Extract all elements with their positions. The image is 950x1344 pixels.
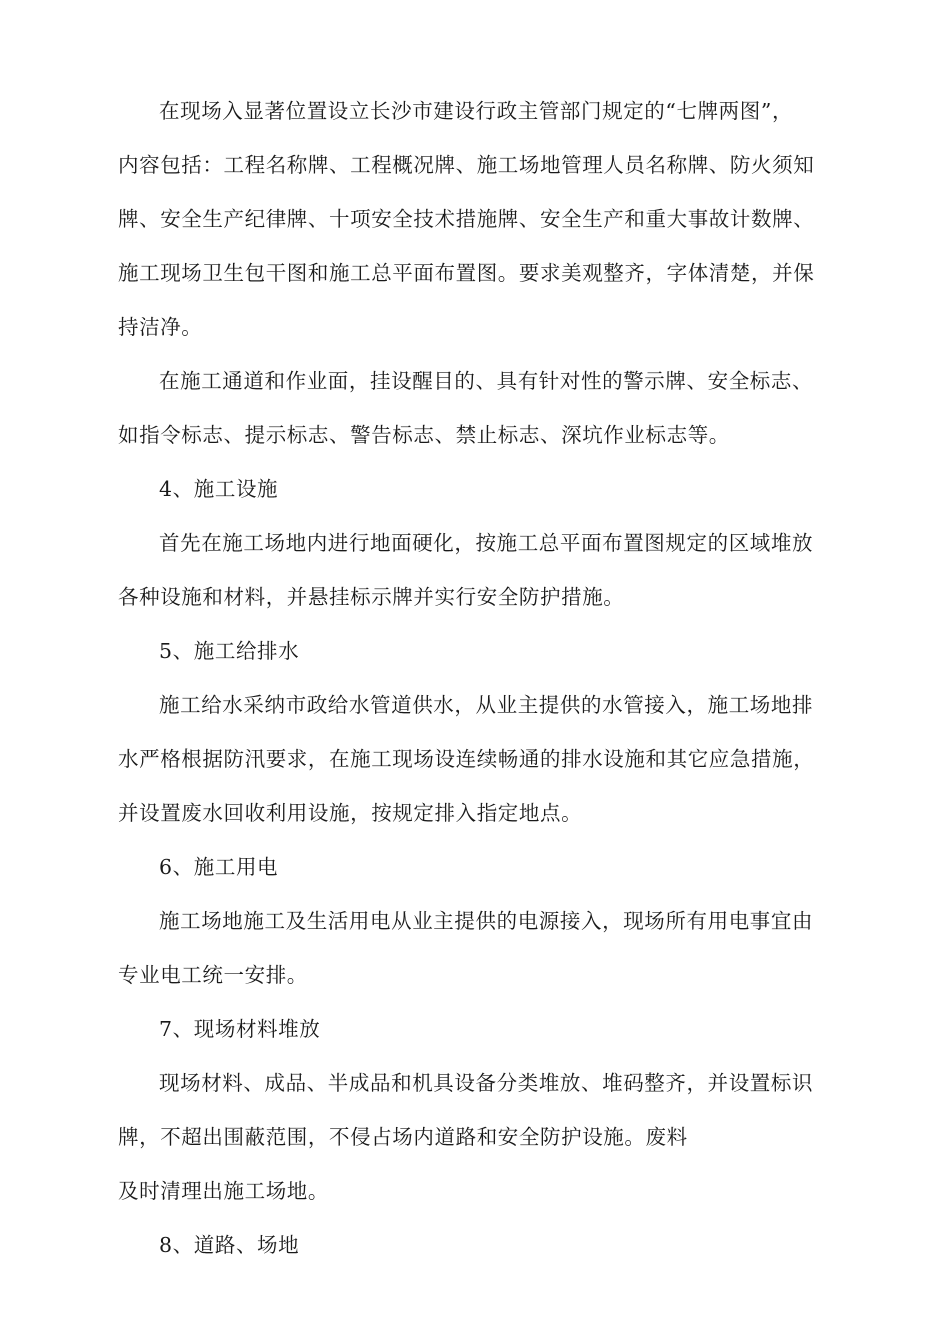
paragraph-line: 牌、安全生产纪律牌、十项安全技术措施牌、安全生产和重大事故计数牌、 xyxy=(118,207,815,231)
paragraph-line: 内容包括：工程名称牌、工程概况牌、施工场地管理人员名称牌、防火须知 xyxy=(118,153,815,177)
section-heading: 5、施工给排水 xyxy=(159,639,300,663)
paragraph-line: 如指令标志、提示标志、警告标志、禁止标志、深坑作业标志等。 xyxy=(118,423,730,447)
section-heading: 7、现场材料堆放 xyxy=(159,1017,321,1041)
section-heading: 8、道路、场地 xyxy=(159,1233,300,1257)
paragraph-line: 在施工通道和作业面，挂设醒目的、具有针对性的警示牌、安全标志、 xyxy=(159,369,814,393)
paragraph-line: 施工场地施工及生活用电从业主提供的电源接入，现场所有用电事宜由 xyxy=(159,909,814,933)
paragraph-line: 并设置废水回收利用设施，按规定排入指定地点。 xyxy=(118,801,583,825)
paragraph-line: 持洁净。 xyxy=(118,315,203,339)
paragraph-line: 各种设施和材料，并悬挂标示牌并实行安全防护措施。 xyxy=(118,585,625,609)
paragraph-line: 及时清理出施工场地。 xyxy=(118,1179,329,1203)
paragraph-line: 水严格根据防汛要求，在施工现场设连续畅通的排水设施和其它应急措施， xyxy=(118,747,815,771)
paragraph-line: 专业电工统一安排。 xyxy=(118,963,308,987)
section-heading: 4、施工设施 xyxy=(159,477,279,501)
paragraph-line: 现场材料、成品、半成品和机具设备分类堆放、堆码整齐，并设置标识 xyxy=(159,1071,814,1095)
paragraph-line: 施工现场卫生包干图和施工总平面布置图。要求美观整齐，字体清楚，并保 xyxy=(118,261,815,285)
paragraph-line: 牌，不超出围蔽范围，不侵占场内道路和安全防护设施。废料 xyxy=(118,1125,688,1149)
paragraph-line: 首先在施工场地内进行地面硬化，按施工总平面布置图规定的区域堆放 xyxy=(159,531,814,555)
paragraph-line: 施工给水采纳市政给水管道供水，从业主提供的水管接入，施工场地排 xyxy=(159,693,814,717)
paragraph-line: 在现场入显著位置设立长沙市建设行政主管部门规定的“七牌两图”， xyxy=(159,99,794,123)
section-heading: 6、施工用电 xyxy=(159,855,279,879)
